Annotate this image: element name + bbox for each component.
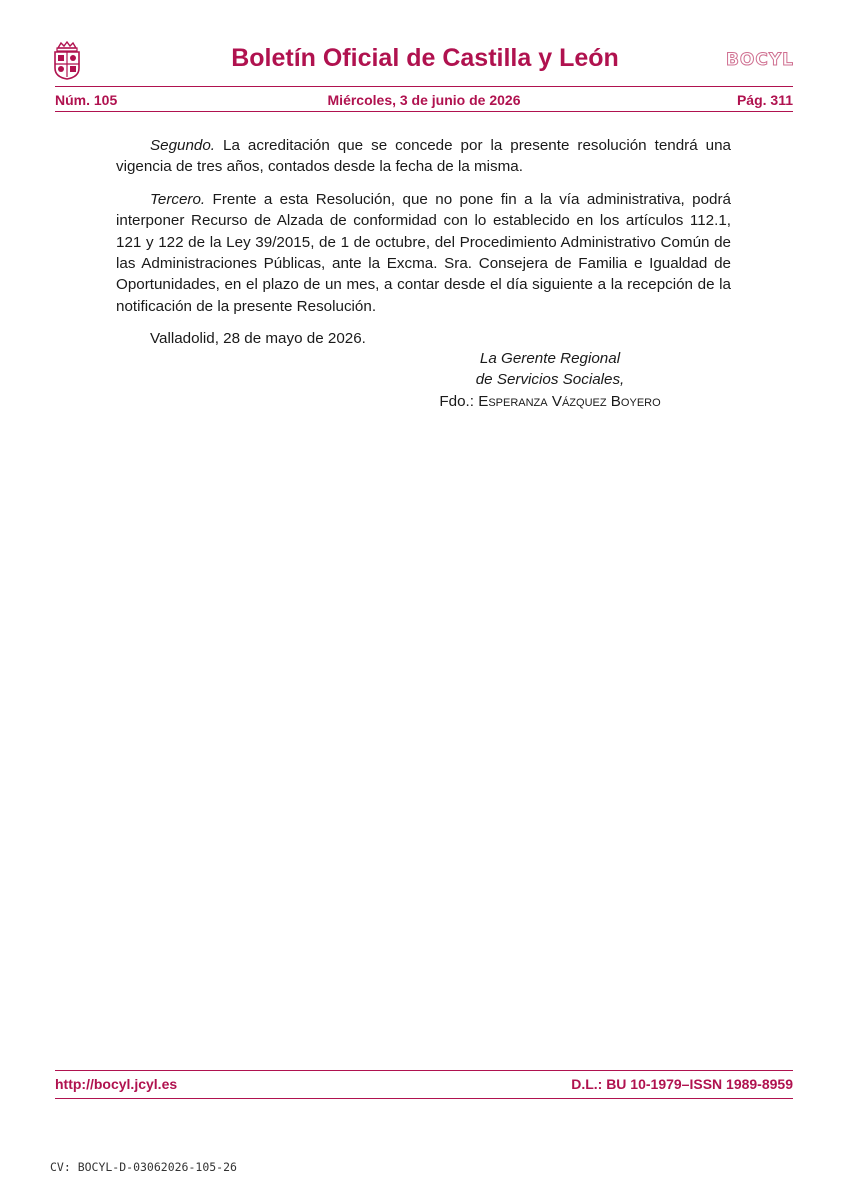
signatory-name: Esperanza Vázquez Boyero xyxy=(478,392,661,410)
coat-of-arms-icon xyxy=(52,40,82,80)
signature-block xyxy=(420,348,680,412)
paragraph-tercero xyxy=(116,189,731,317)
issue-date: Miércoles, 3 de junio de 2026 xyxy=(327,92,521,108)
document-body xyxy=(116,135,731,356)
legal-deposit-issn: D.L.: BU 10-1979–ISSN 1989-8959 xyxy=(571,1076,793,1092)
bocyl-logo: BOCYL xyxy=(725,50,794,70)
signature-name-line xyxy=(439,393,660,410)
header-rule-top xyxy=(55,86,793,87)
header-rule-bottom xyxy=(55,111,793,112)
footer-url-link[interactable]: http://bocyl.jcyl.es xyxy=(55,1076,178,1092)
paragraph-segundo xyxy=(116,135,731,178)
signature-prefix: Fdo.: xyxy=(439,392,479,410)
place-date: Valladolid, 28 de mayo de 2026. xyxy=(150,330,366,348)
page-number: Pág. 311 xyxy=(736,92,793,108)
paragraph-lead: Tercero. xyxy=(150,191,206,209)
paragraph-text: La acreditación que se concede por la presente resolución tendrá una vigencia de tres años, contados desde la fecha de la misma. xyxy=(116,137,731,176)
footer-rule-bottom xyxy=(55,1098,793,1099)
paragraph-text: Frente a esta Resolución, que no pone fin a la vía administrativa, podrá interponer Recurso de Alzada de conformidad con lo establecido en los artículos 112.1, 121 y 122 de la Ley 39/2015, de 1 de octubre, del Procedimiento Administrativo Común de las Administraciones Públicas, ante la Excma. Sra. Consejera de Familia e Igualdad de Oportunidades, en el plazo de un mes, a contar desde el día siguiente a la recepción de la notificación de la presente Resolución. xyxy=(116,191,731,315)
verification-code: CV: BOCYL-D-03062026-105-26 xyxy=(50,1160,237,1174)
issue-number: Núm. 105 xyxy=(55,92,118,108)
signature-role-line2: de Servicios Sociales, xyxy=(475,371,625,389)
page-title: Boletín Oficial de Castilla y León xyxy=(231,44,619,72)
footer-rule-top xyxy=(55,1070,793,1071)
signature-role-line1: La Gerente Regional xyxy=(479,350,621,367)
paragraph-lead: Segundo. xyxy=(150,137,216,154)
